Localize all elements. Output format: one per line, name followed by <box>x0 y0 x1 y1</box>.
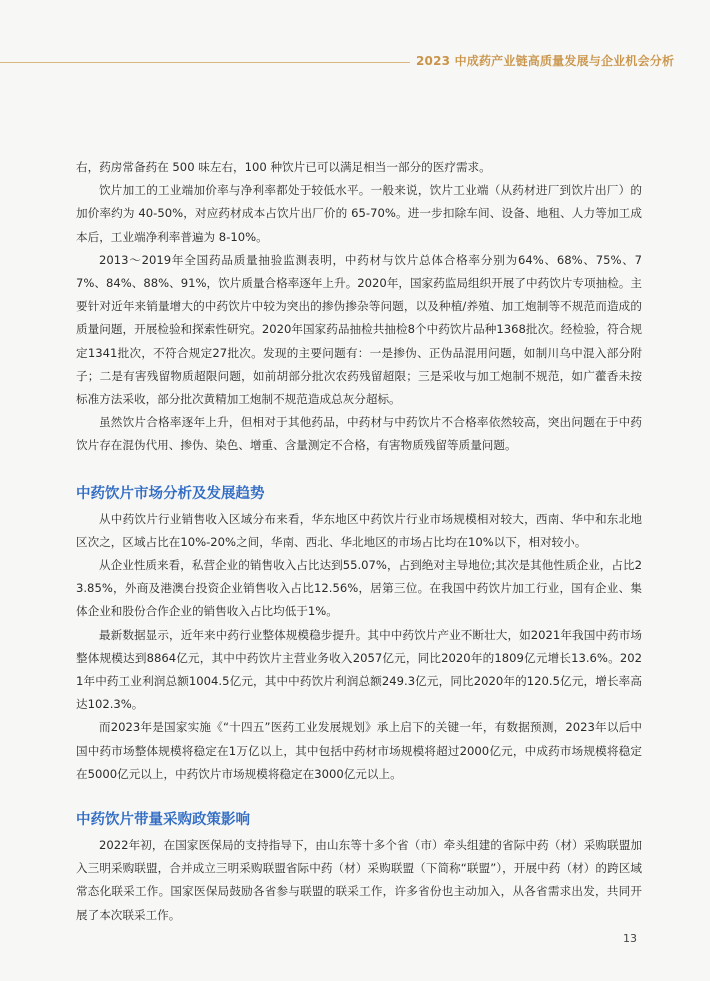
paragraph: 2022年初，在国家医保局的支持指导下，由山东等十多个省（市）牵头组建的省际中药（材）采购联盟加入三明采购联盟，合并成立三明采购联盟省际中药（材）采购联盟（下简称“联盟”），开展中药（材）的跨区域常态化联采工作。国家医保局鼓励各省参与联盟的联采工作，许多省份也主动加入，从各省需求出发，共同开展了本次联采工作。 <box>76 838 642 922</box>
page-content <box>76 156 642 927</box>
page-number: 13 <box>623 932 637 945</box>
paragraph: 从企业性质来看，私营企业的销售收入占比达到55.07%，占到绝对主导地位;其次是其他性质企业，占比23.85%，外商及港澳台投资企业销售收入占比12.56%，居第三位。在我国中药饮片加工行业，国有企业、集体企业和股份合作企业的销售收入占比均低于1%。 <box>76 558 642 619</box>
running-header-title: 2023 中成药产业链高质量发展与企业机会分析 <box>416 54 675 68</box>
paragraph: 从中药饮片行业销售收入区域分布来看，华东地区中药饮片行业市场规模相对较大，西南、华中和东北地区次之，区域占比在10%-20%之间，华南、西北、华北地区的市场占比均在10%以下，相对较小。 <box>76 511 642 549</box>
section-spacer <box>76 786 642 810</box>
section-heading: 中药饮片市场分析及发展趋势 <box>76 485 265 502</box>
paragraph: 最新数据显示，近年来中药行业整体规模稳步提升。其中中药饮片产业不断壮大，如2021年我国中药市场整体规模达到8864亿元，其中中药饮片主营业务收入2057亿元，同比2020年的1809亿元增长13.6%。2021年中药工业利润总额1004.5亿元，其中中药饮片利润总额249.3亿元，同比2020年的120.5亿元，增长率高达102.3%。 <box>76 627 642 712</box>
paragraph: 饮片加工的工业端加价率与净利率都处于较低水平。一般来说，饮片工业端（从药材进厂到饮片出厂）的加价率约为 40-50%，对应药材成本占饮片出厂价的 65-70%。进一步扣除车间、设备、地租、人力等加工成本后，工业端净利率普遍为 8-10%。 <box>76 183 642 244</box>
paragraph: 虽然饮片合格率逐年上升，但相对于其他药品，中药材与中药饮片不合格率依然较高，突出问题在于中药饮片存在混伪代用、掺伪、染色、增重、含量测定不合格，有害物质残留等质量问题。 <box>76 415 642 453</box>
paragraph: 右，药房常备药在 500 味左右，100 种饮片已可以满足相当一部分的医疗需求。 <box>76 160 491 174</box>
header-rule <box>0 62 410 63</box>
paragraph: 而2023年是国家实施《“十四五”医药工业发展规划》承上启下的关键一年，有数据预测，2023年以后中国中药市场整体规模将稳定在1万亿以上，其中包括中药材市场规模将超过2000亿元，中成药市场规模将稳定在5000亿元以上，中药饮片市场规模将稳定在3000亿元以上。 <box>76 720 642 781</box>
section-spacer <box>76 458 642 484</box>
section-heading: 中药饮片带量采购政策影响 <box>76 812 250 829</box>
paragraph: 2013～2019年全国药品质量抽验监测表明，中药材与饮片总体合格率分别为64%、68%、75%、77%、84%、88%、91%，饮片质量合格率逐年上升。2020年，国家药监局组织开展了中药饮片专项抽检。主要针对近年来销量增大的中药饮片中较为突出的掺伪掺杂等问题，以及种植/养殖、加工炮制等不规范而造成的质量问题，开展检验和探索性研究。2020年国家药品抽检共抽检8个中药饮片品种1368批次。经检验，符合规定1341批次，不符合规定27批次。发现的主要问题有：一是掺伪、正伪品混用问题，如制川乌中混入部分附子；二是有害残留物质超限问题，如前胡部分批次农药残留超限；三是采收与加工炮制不规范，如广藿香未按标准方法采收，部分批次黄精加工炮制不规范造成总灰分超标。 <box>76 252 642 407</box>
